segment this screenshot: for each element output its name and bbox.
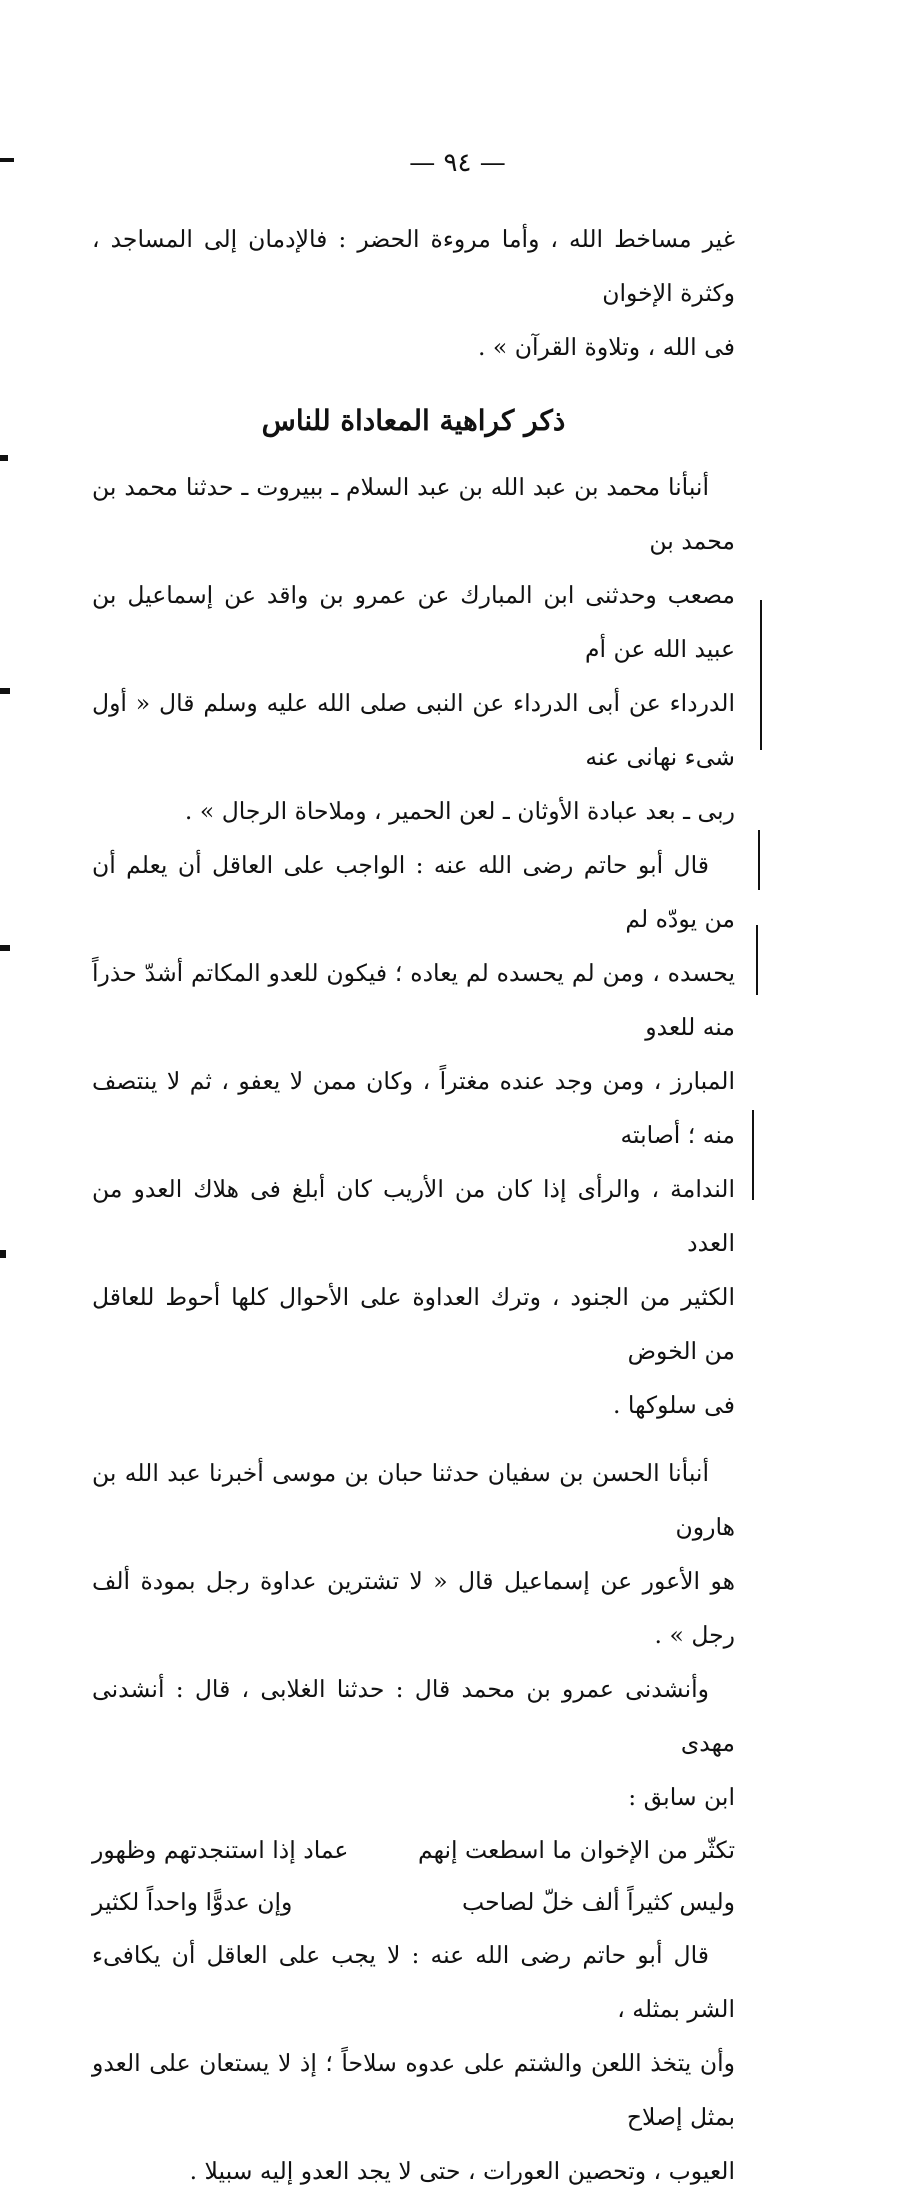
paragraph-line: الدرداء عن أبى الدرداء عن النبى صلى الله عليه وسلم قال « أول شىء نهانى عنه bbox=[92, 689, 735, 771]
paragraph-line: ابن سابق : bbox=[628, 1783, 735, 1811]
paragraph-line: العيوب ، وتحصين العورات ، حتى لا يجد العدو إليه سبيلا . bbox=[189, 2157, 735, 2185]
paragraph-line: وأنشدنى عمرو بن محمد قال : حدثنا الغلابى ، قال : أنشدنى مهدى bbox=[92, 1675, 735, 1757]
verse-line bbox=[92, 1876, 735, 1928]
margin-line bbox=[752, 1110, 754, 1200]
verse-first-hemistich: تكثّر من الإخوان ما اسطعت إنهم bbox=[418, 1836, 735, 1864]
verse-first-hemistich: وليس كثيراً ألف خلّ لصاحب bbox=[462, 1888, 735, 1916]
paragraph-line: قال أبو حاتم رضى الله عنه : الواجب على العاقل أن يعلم أن من يودّه لم bbox=[92, 851, 735, 933]
margin-mark bbox=[0, 945, 10, 951]
spacer bbox=[92, 1432, 735, 1446]
paragraph-line: الندامة ، والرأى إذا كان من الأريب كان أبلغ فى هلاك العدو من العدد bbox=[92, 1175, 735, 1257]
paragraph-line: الكثير من الجنود ، وترك العداوة على الأحوال كلها أحوط للعاقل من الخوض bbox=[92, 1283, 735, 1365]
text-line: غير مساخط الله ، وأما مروءة الحضر : فالإدمان إلى المساجد ، وكثرة الإخوان bbox=[92, 225, 735, 307]
page-body bbox=[92, 212, 735, 2198]
paragraph-line: قال أبو حاتم رضى الله عنه : لا يجب على العاقل أن يكافىء الشر بمثله ، bbox=[92, 1941, 735, 2023]
margin-line bbox=[760, 600, 762, 750]
paragraph-line: يحسده ، ومن لم يحسده لم يعاده ؛ فيكون للعدو المكاتم أشدّ حذراً منه للعدو bbox=[92, 959, 735, 1041]
paragraph-line: أنبأنا محمد بن عبد الله بن عبد السلام ـ ببيروت ـ حدثنا محمد بن محمد بن bbox=[92, 473, 735, 555]
paragraph-line: أنبأنا الحسن بن سفيان حدثنا حبان بن موسى أخبرنا عبد الله بن هارون bbox=[92, 1459, 735, 1541]
paragraph-line: ربى ـ بعد عبادة الأوثان ـ لعن الحمير ، وملاحاة الرجال » . bbox=[184, 797, 735, 825]
verse-line bbox=[92, 1824, 735, 1876]
paragraph-line: مصعب وحدثنى ابن المبارك عن عمرو بن واقد عن إسماعيل بن عبيد الله عن أم bbox=[92, 581, 735, 663]
paragraph-line: هو الأعور عن إسماعيل قال « لا تشترين عداوة رجل بمودة ألف رجل » . bbox=[92, 1567, 735, 1649]
verse-second-hemistich: وإن عدوًّا واحداً لكثير bbox=[92, 1888, 293, 1916]
text-line: فى الله ، وتلاوة القرآن » . bbox=[477, 333, 735, 361]
margin-mark bbox=[0, 1250, 6, 1258]
margin-line bbox=[758, 830, 760, 890]
verse-second-hemistich: عماد إذا استنجدتهم وظهور bbox=[92, 1836, 349, 1864]
page-number: — ٩٤ — bbox=[409, 148, 506, 178]
margin-mark bbox=[0, 455, 8, 461]
paragraph-line: فى سلوكها . bbox=[612, 1391, 735, 1419]
margin-line bbox=[756, 925, 758, 995]
margin-mark bbox=[0, 688, 10, 694]
section-heading: ذكر كراهية المعاداة للناس bbox=[261, 404, 566, 437]
paragraph-line: وأن يتخذ اللعن والشتم على عدوه سلاحاً ؛ إذ لا يستعان على العدو بمثل إصلاح bbox=[92, 2049, 735, 2131]
paragraph-line: المبارز ، ومن وجد عنده مغتراً ، وكان ممن لا يعفو ، ثم لا ينتصف منه ؛ أصابته bbox=[92, 1067, 735, 1149]
